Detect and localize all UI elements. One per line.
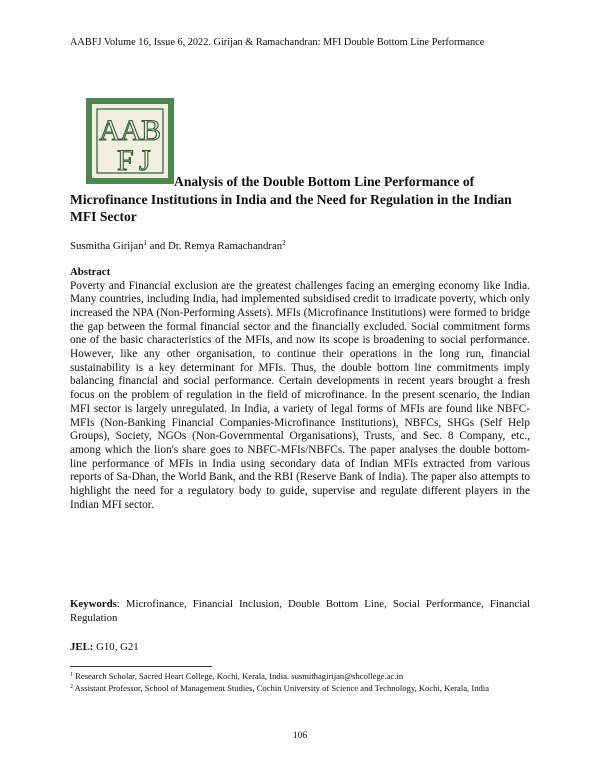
footnote-2-mark: 2 [70, 684, 73, 691]
page-number: 106 [292, 731, 308, 741]
footnote-1-mark: 1 [70, 672, 73, 678]
footnotes [70, 670, 540, 695]
jel-codes [70, 641, 139, 653]
svg-text:A: A [120, 114, 142, 147]
author-line [70, 240, 286, 252]
keywords-text: : Microfinance, Financial Inclusion, Double Bottom Line, Social Performance, Financial Regulation [70, 598, 530, 624]
footnote-mark-1: 1 [143, 239, 147, 247]
footnote-2-text: Assistant Professor, School of Management Studies, Cochin University of Science and Technology, Kochi, Kerala, India [73, 683, 490, 694]
svg-text:B: B [141, 114, 162, 147]
svg-text:F: F [117, 144, 134, 177]
aabfj-logo [86, 98, 174, 184]
footnote-1-text: Research Scholar, Sacred Heart College, Kochi, Kerala, India. susmithagirijan@shcollege.ac.in [73, 671, 404, 681]
footnote-divider [70, 666, 212, 667]
jel-label: JEL: [70, 641, 94, 653]
author-1: Susmitha Girijan [70, 240, 144, 252]
footnote-1 [70, 670, 540, 682]
abstract-body: Poverty and Financial exclusion are the greatest challenges facing an emerging economy like India. Many countries, including India, had implemented subsidised credit to irradicate poverty, which only increased the NPA (Non-Performing Assets). MFIs (Microfinance Institutions) were formed to bridge the gap between the formal financial sector and the financially excluded. Social commitment forms one of the basic characteristics of the MFIs, and now its scope is broadening to social performance. However, like any other organisation, to continue their operations in the long run, financial sustainability is a key determinant for MFIs. Thus, the double bottom line commitments imply balancing financial and social performance. Certain developments in recent years brought a fresh focus on the problem of regulation in the field of microfinance. In the present scenario, the Indian MFI sector is largely unregulated. In India, a variety of legal forms of MFIs are found like NBFC-MFIs (Non-Banking Financial Companies-Microfinance Institutions), NBFCs, SHGs (Self Help Groups), Society, NGOs (Non-Governmental Organisations), Trusts, and Sec. 8 Company, etc., among which the lion's share goes to NBFC-MFIs/NBFCs. The paper analyses the double bottom-line performance of MFIs in India using secondary data of Indian MFIs extracted from various reports of Sa-Dhan, the World Bank, and the RBI (Reserve Bank of India). The paper also attempts to highlight the need for a regulatory body to guide, supervise and regulate different players in the Indian MFI sector. [70, 279, 530, 511]
author-2: Dr. Remya Ramachandran [167, 240, 283, 252]
keywords [70, 598, 530, 625]
svg-text:A: A [99, 114, 121, 147]
svg-text:J: J [139, 144, 151, 177]
keywords-label: Keywords [70, 598, 117, 610]
running-header: AABFJ Volume 16, Issue 6, 2022. Girijan & Ramachandran: MFI Double Bottom Line Performance [70, 37, 485, 48]
footnote-mark-2: 2 [282, 239, 286, 247]
author-conjunction: and [146, 240, 168, 252]
abstract-heading: Abstract [70, 266, 111, 278]
jel-text: G10, G21 [93, 641, 139, 653]
paper-title-text: Analysis of the Double Bottom Line Performance of Microfinance Institutions in India and the Need for Regulation in the Indian MFI Sector [70, 174, 512, 224]
footnote-2 [70, 682, 540, 694]
paper-title [70, 173, 540, 226]
